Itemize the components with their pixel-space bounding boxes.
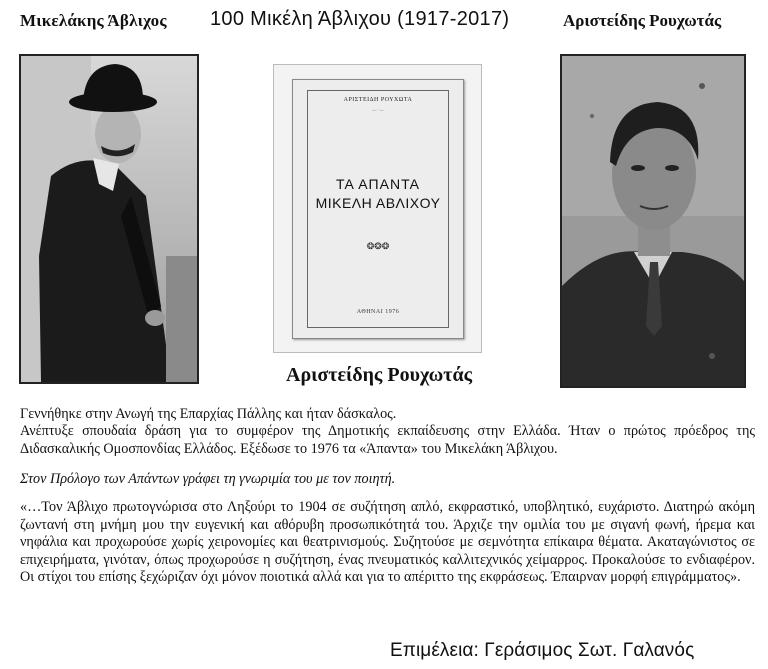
book-cover	[292, 79, 464, 339]
editor-credit: Επιμέλεια: Γεράσιμος Σωτ. Γαλανός	[390, 640, 695, 661]
book-cover-photo	[273, 64, 482, 353]
book-cover-border	[307, 90, 449, 328]
avlichos-portrait-image	[21, 56, 197, 382]
book-author: ΑΡΙΣΤΕΙΔΗ ΡΟΥΧΩΤΑ	[343, 97, 413, 103]
book-title-line1: ΤΑ ΑΠΑΝΤΑ	[336, 176, 420, 192]
prologue-quote: «…Τον Άβλιχο πρωτογνώρισα στο Ληξούρι το 1904 σε συζήτηση απλό, εκφραστικό, υποβλητικό, ευχάριστο. Διατηρώ ακόμη ζωντανή στη μνήμη μου την ευγενική και αθόρυβη προσωπικότητά του. Άρχιζε την ομιλία του με σιγανή φωνή, ήρεμα και νηφάλια και προχωρούσε χωρίς χειρονομίες και θεατρινισμούς. Συζητούσε με σεμνότητα επίκαιρα θέματα. Ακαταγώνιστος σε επιχειρήματα, γινόταν, όπως προχωρούσε η συζήτηση, ένας πνευματικός καλλιτεχνικός χείμαρρος. Προκαλούσε το ενδιαφέρον. Οι στίχοι του επίσης ξεχώριζαν όχι μόνον ποιοτικά αλλά και για το απέριττο της εκφράσεως. Έπαιρναν μορφή επιγράμματος».	[20, 499, 755, 585]
book-caption: Αριστείδης Ρουχωτάς	[286, 364, 473, 386]
bio-paragraph-2: Ανέπτυξε σπουδαία δράση για το συμφέρον της Δημοτικής εκπαίδευσης στην Ελλάδα. Ήταν ο πρώτος πρόεδρος της Διδασκαλικής Ομοσπονδίας Ελλάδος. Εξέδωσε το 1976 τα «Άπαντα» του Μικελάκη Άβλιχου.	[20, 423, 755, 457]
prologue-intro: Στον Πρόλογο των Απάντων γράφει τη γνωριμία του με τον ποιητή.	[20, 471, 396, 487]
book-ornament-icon: ❂❂❂	[366, 241, 390, 251]
rouchotas-portrait-image	[562, 56, 744, 386]
book-author-subline: — · —	[372, 107, 384, 112]
left-portrait-name: Μικελάκης Άβλιχος	[20, 11, 167, 30]
avlichos-photo	[19, 54, 199, 384]
book-title-line2: ΜΙΚΕΛΗ ΑΒΛΙΧΟΥ	[315, 195, 441, 211]
right-portrait-name: Αριστείδης Ρουχωτάς	[563, 11, 722, 30]
rouchotas-photo	[560, 54, 746, 388]
bio-paragraph-1: Γεννήθηκε στην Ανωγή της Επαρχίας Πάλλης και ήταν δάσκαλος.	[20, 406, 397, 422]
page-title: 100 Μικέλη Άβλιχου (1917-2017)	[210, 8, 510, 30]
book-place-year: ΑΘΗΝΑΙ 1976	[356, 309, 400, 315]
